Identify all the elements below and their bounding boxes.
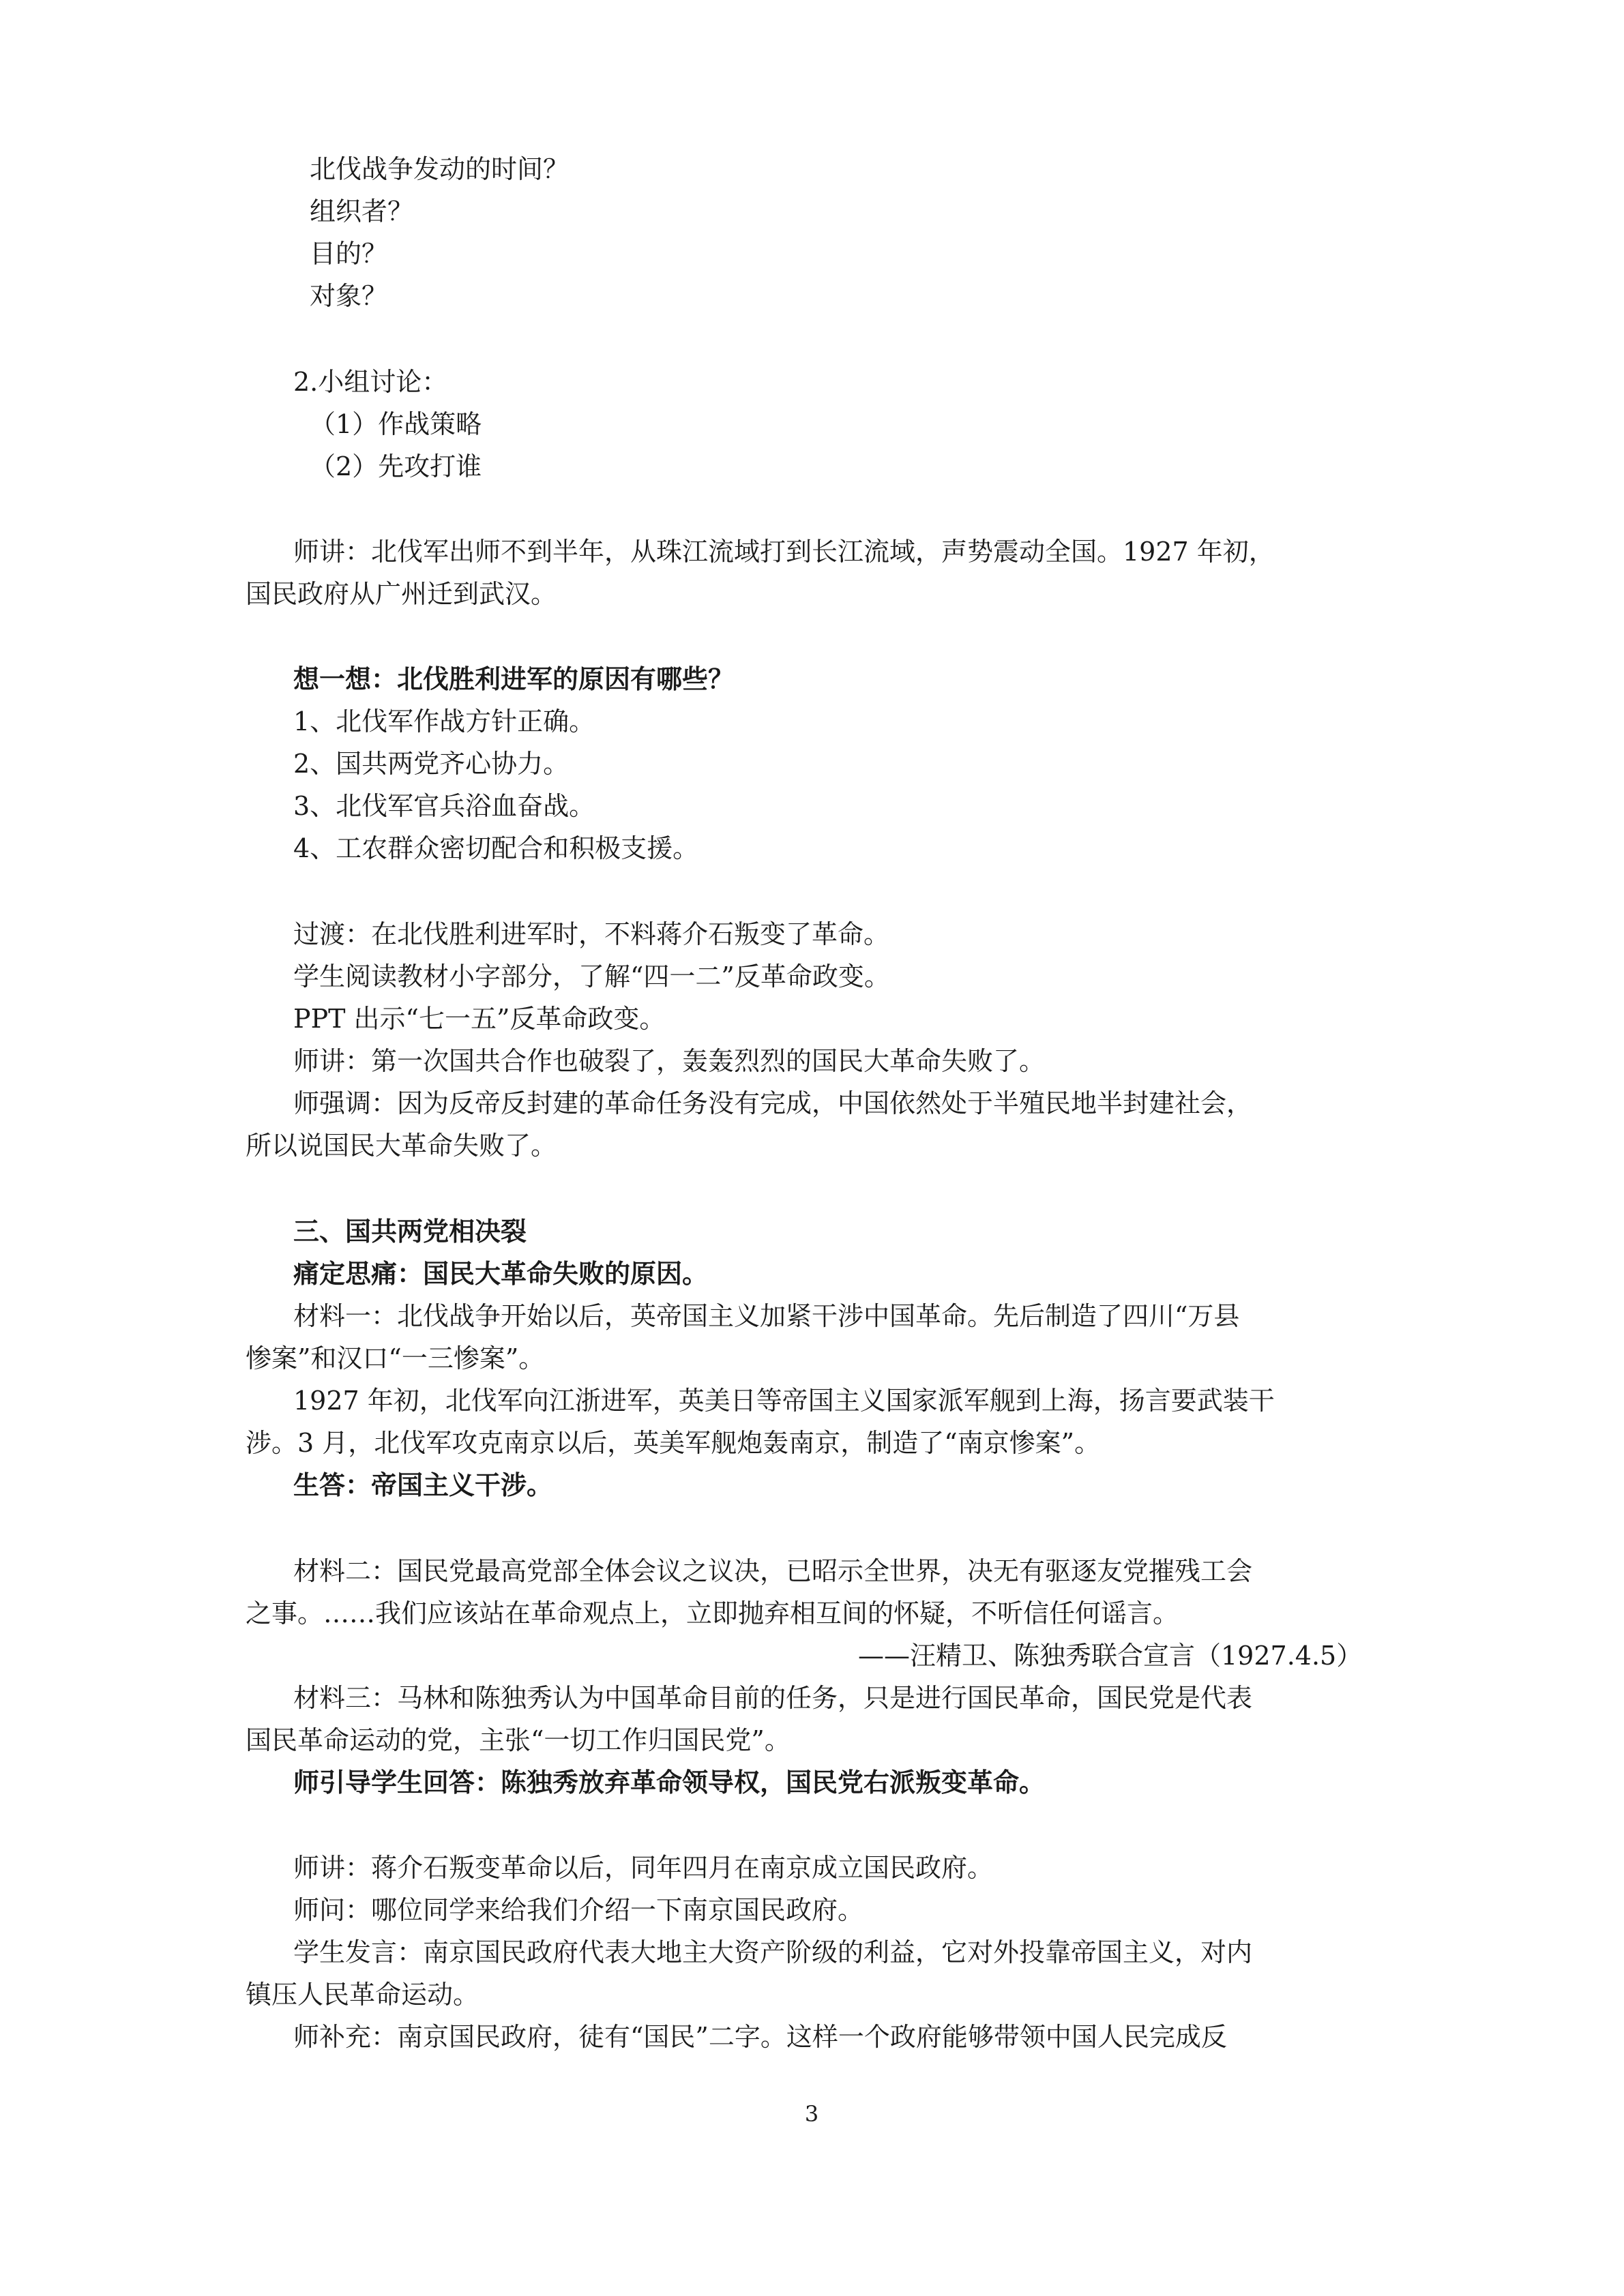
paragraph-line: 师讲：第一次国共合作也破裂了，轰轰烈烈的国民大革命失败了。	[293, 1046, 1046, 1076]
section-heading: 三、国共两党相决裂	[293, 1217, 527, 1247]
think-heading: 想一想：北伐胜利进军的原因有哪些？	[293, 664, 735, 694]
paragraph-line: 师强调：因为反帝反封建的革命任务没有完成，中国依然处于半殖民地半封建社会，	[293, 1088, 1253, 1118]
paragraph-line: 涉。3 月，北伐军攻克南京以后，英美军舰炮轰南京，制造了“南京惨案”。	[246, 1428, 1101, 1458]
reason-item-2: 2、国共两党齐心协力。	[293, 749, 570, 779]
teacher-guided-answer: 师引导学生回答：陈独秀放弃革命领导权，国民党右派叛变革命。	[293, 1768, 1046, 1798]
student-answer: 生答：帝国主义干涉。	[293, 1470, 553, 1500]
paragraph-line: 惨案”和汉口“一三惨案”。	[246, 1343, 545, 1373]
question-purpose: 目的？	[310, 239, 388, 269]
paragraph-line: 过渡：在北伐胜利进军时，不料蒋介石叛变了革命。	[293, 919, 890, 949]
paragraph-line: 材料一：北伐战争开始以后，英帝国主义加紧干涉中国革命。先后制造了四川“万县	[293, 1301, 1240, 1331]
discussion-item-1: （1）作战策略	[310, 409, 482, 439]
paragraph-line: 之事。……我们应该站在革命观点上，立即抛弃相互间的怀疑，不听信任何谣言。	[246, 1598, 1179, 1628]
question-target: 对象？	[310, 281, 388, 311]
group-discussion-heading: 2.小组讨论：	[293, 367, 448, 397]
discussion-item-2: （2）先攻打谁	[310, 451, 482, 481]
paragraph-line: 师问：哪位同学来给我们介绍一下南京国民政府。	[293, 1895, 864, 1925]
paragraph-line: 国民政府从广州迁到武汉。	[246, 579, 557, 609]
paragraph-line: 镇压人民革命运动。	[246, 1980, 479, 2010]
reflection-heading: 痛定思痛：国民大革命失败的原因。	[293, 1259, 709, 1289]
paragraph-line: 师补充：南京国民政府，徒有“国民”二字。这样一个政府能够带领中国人民完成反	[293, 2022, 1227, 2052]
paragraph-line: 学生阅读教材小字部分，了解“四一二”反革命政变。	[293, 961, 890, 992]
paragraph-line: 1927 年初，北伐军向江浙进军，英美日等帝国主义国家派军舰到上海，扬言要武装干	[293, 1386, 1275, 1416]
paragraph-line: 所以说国民大革命失败了。	[246, 1131, 557, 1161]
paragraph-line: 学生发言：南京国民政府代表大地主大资产阶级的利益，它对外投靠帝国主义，对内	[293, 1937, 1253, 1967]
paragraph-line: 材料二：国民党最高党部全体会议之议决，已昭示全世界，决无有驱逐友党摧残工会	[293, 1556, 1253, 1586]
paragraph-line: 师讲：北伐军出师不到半年，从珠江流域打到长江流域，声势震动全国。1927 年初，	[293, 537, 1275, 567]
question-time: 北伐战争发动的时间？	[310, 154, 570, 184]
paragraph-line: 材料三：马林和陈独秀认为中国革命目前的任务，只是进行国民革命，国民党是代表	[293, 1683, 1253, 1713]
question-organizer: 组织者？	[310, 196, 414, 226]
paragraph-line: PPT 出示“七一五”反革命政变。	[293, 1004, 666, 1034]
page-number: 3	[804, 2101, 819, 2127]
quote-attribution: ——汪精卫、陈独秀联合宣言（1927.4.5）	[858, 1641, 1363, 1671]
reason-item-1: 1、北伐军作战方针正确。	[293, 706, 595, 736]
reason-item-3: 3、北伐军官兵浴血奋战。	[293, 791, 595, 821]
paragraph-line: 国民革命运动的党，主张“一切工作归国民党”。	[246, 1725, 791, 1755]
reason-item-4: 4、工农群众密切配合和积极支援。	[293, 833, 699, 863]
paragraph-line: 师讲：蒋介石叛变革命以后，同年四月在南京成立国民政府。	[293, 1853, 994, 1883]
